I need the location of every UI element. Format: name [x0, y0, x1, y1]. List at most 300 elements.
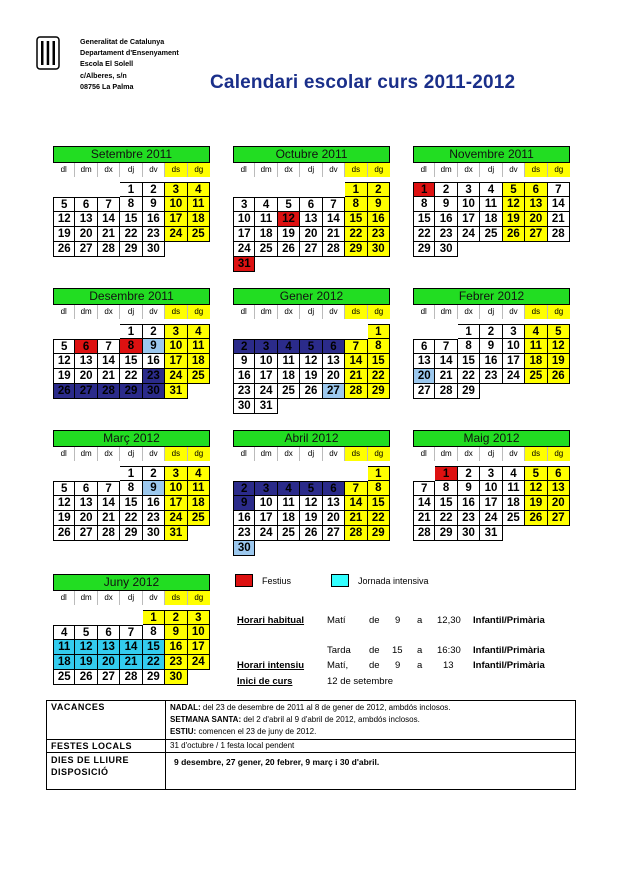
day-cell: 18 [255, 227, 277, 242]
day-cell: 11 [278, 496, 300, 511]
day-cell: 5 [75, 625, 97, 640]
day-cell: 31 [165, 384, 187, 399]
weekday-label: dj [300, 305, 322, 319]
day-grid [53, 466, 210, 541]
day-cell: 16 [368, 212, 390, 227]
day-cell: 13 [98, 640, 120, 655]
dies-value-text: 9 desembre, 27 gener, 20 febrer, 9 març i 30 d'abril. [174, 757, 380, 767]
legend-jornada: Jornada intensiva [358, 576, 429, 586]
weekday-label: dl [53, 591, 75, 605]
weekday-label: dj [120, 591, 142, 605]
mati-to: 12,30 [437, 615, 461, 626]
address-line: 08756 La Palma [80, 81, 134, 91]
month-title: Gener 2012 [233, 288, 390, 305]
day-cell: 2 [143, 324, 165, 339]
day-cell: 19 [548, 354, 570, 369]
mati-intensiu-label: Matí, [327, 660, 349, 671]
day-cell: 28 [98, 526, 120, 541]
day-cell: 15 [120, 354, 142, 369]
day-cell: 16 [143, 496, 165, 511]
empty-cell [53, 324, 75, 339]
day-cell: 29 [120, 526, 142, 541]
day-cell: 13 [323, 354, 345, 369]
estiu-value: comencen el 23 de juny de 2012. [198, 727, 317, 736]
day-cell: 23 [233, 384, 255, 399]
day-cell: 23 [143, 511, 165, 526]
day-cell: 26 [75, 670, 97, 685]
empty-cell [345, 466, 367, 481]
empty-cell [53, 466, 75, 481]
day-cell: 1 [120, 466, 142, 481]
month-title: Març 2012 [53, 430, 210, 447]
day-cell: 10 [480, 481, 502, 496]
day-cell: 11 [53, 640, 75, 655]
weekday-label: dl [413, 447, 435, 461]
day-cell: 15 [345, 212, 367, 227]
day-cell: 17 [255, 369, 277, 384]
empty-cell [345, 324, 367, 339]
day-cell: 28 [345, 526, 367, 541]
day-cell: 5 [278, 197, 300, 212]
day-cell: 4 [188, 182, 210, 197]
day-cell: 9 [165, 625, 187, 640]
day-cell: 25 [278, 384, 300, 399]
day-cell: 22 [435, 511, 457, 526]
day-cell: 2 [233, 481, 255, 496]
day-cell: 16 [480, 354, 502, 369]
day-cell: 7 [345, 339, 367, 354]
empty-cell [233, 324, 255, 339]
day-cell: 2 [143, 466, 165, 481]
day-cell: 29 [435, 526, 457, 541]
infantil-label [473, 615, 545, 626]
day-cell: 10 [458, 197, 480, 212]
month-calendar [53, 430, 210, 541]
a-label: a [417, 615, 423, 626]
setmana-key: SETMANA SANTA: [170, 715, 242, 724]
weekday-label: dx [458, 447, 480, 461]
day-cell: 3 [165, 182, 187, 197]
day-cell: 2 [233, 339, 255, 354]
month-title: Abril 2012 [233, 430, 390, 447]
day-cell: 3 [188, 610, 210, 625]
day-cell: 4 [278, 481, 300, 496]
empty-cell [53, 610, 75, 625]
weekday-label: dm [255, 447, 277, 461]
day-cell: 12 [53, 496, 75, 511]
infantil-label [473, 645, 545, 656]
day-cell: 14 [413, 496, 435, 511]
day-cell: 23 [165, 655, 187, 670]
infantil-label [473, 660, 545, 671]
dies-row [47, 753, 576, 790]
inici-curs-value: 12 de setembre [327, 676, 394, 687]
weekday-label: dj [480, 447, 502, 461]
weekday-label: ds [525, 305, 547, 319]
weekday-label: ds [165, 591, 187, 605]
weekday-label: ds [165, 447, 187, 461]
month-calendar [233, 146, 390, 272]
day-cell: 22 [458, 369, 480, 384]
day-cell: 12 [525, 481, 547, 496]
weekday-label: dm [75, 163, 97, 177]
day-cell: 3 [255, 339, 277, 354]
weekday-label: ds [525, 447, 547, 461]
day-cell: 25 [480, 227, 502, 242]
vacances-label: VACANCES [47, 701, 166, 740]
day-cell: 21 [345, 511, 367, 526]
day-cell: 19 [75, 655, 97, 670]
weekday-header [233, 447, 390, 461]
vacances-row [47, 701, 576, 740]
day-cell: 7 [120, 625, 142, 640]
day-cell: 26 [53, 384, 75, 399]
weekday-header [413, 447, 570, 461]
day-cell: 23 [480, 369, 502, 384]
weekday-label: dg [188, 447, 210, 461]
weekday-label: dv [143, 163, 165, 177]
day-cell: 11 [278, 354, 300, 369]
day-cell: 30 [368, 242, 390, 257]
month-calendar [233, 288, 390, 414]
day-cell: 26 [300, 526, 322, 541]
tarda-from: 15 [392, 645, 403, 656]
day-cell: 5 [53, 339, 75, 354]
inici-curs-label: Inici de curs [237, 676, 293, 687]
month-calendar [53, 574, 210, 685]
weekday-label: dx [458, 163, 480, 177]
day-cell: 11 [188, 481, 210, 496]
day-cell: 20 [75, 227, 97, 242]
day-cell: 5 [53, 197, 75, 212]
month-calendar [53, 288, 210, 399]
day-cell: 23 [458, 511, 480, 526]
day-cell: 9 [458, 481, 480, 496]
dies-label-line: DISPOSICIÓ [51, 767, 109, 777]
day-cell: 24 [165, 227, 187, 242]
day-cell: 17 [188, 640, 210, 655]
weekday-label: dm [255, 305, 277, 319]
day-cell: 17 [255, 511, 277, 526]
day-cell: 13 [75, 354, 97, 369]
day-cell: 14 [98, 354, 120, 369]
month-title: Setembre 2011 [53, 146, 210, 163]
weekday-label: dv [503, 447, 525, 461]
day-cell: 3 [165, 466, 187, 481]
weekday-label: dm [75, 447, 97, 461]
day-cell: 6 [525, 182, 547, 197]
day-cell: 15 [120, 496, 142, 511]
weekday-label: dl [413, 163, 435, 177]
empty-cell [98, 182, 120, 197]
day-grid [53, 610, 210, 685]
day-cell: 7 [323, 197, 345, 212]
day-cell: 28 [98, 242, 120, 257]
day-cell: 25 [53, 670, 75, 685]
day-cell: 24 [255, 526, 277, 541]
day-cell: 24 [503, 369, 525, 384]
empty-cell [278, 324, 300, 339]
weekday-label: dj [300, 447, 322, 461]
weekday-label: dj [120, 163, 142, 177]
weekday-header [53, 305, 210, 319]
day-cell: 18 [188, 354, 210, 369]
day-cell: 29 [458, 384, 480, 399]
day-cell: 1 [413, 182, 435, 197]
a-label: a [417, 645, 423, 656]
day-cell: 7 [345, 481, 367, 496]
day-cell: 17 [165, 354, 187, 369]
day-cell: 9 [435, 197, 457, 212]
festes-row [47, 740, 576, 753]
day-cell: 30 [143, 384, 165, 399]
dies-value [166, 753, 576, 790]
day-cell: 6 [75, 339, 97, 354]
day-cell: 23 [143, 369, 165, 384]
day-cell: 3 [503, 324, 525, 339]
a-label: a [417, 660, 423, 671]
day-cell: 2 [165, 610, 187, 625]
weekday-label: dl [53, 163, 75, 177]
day-cell: 16 [143, 212, 165, 227]
day-cell: 21 [120, 655, 142, 670]
day-cell: 6 [323, 481, 345, 496]
month-title: Octubre 2011 [233, 146, 390, 163]
day-cell: 25 [255, 242, 277, 257]
empty-cell [75, 182, 97, 197]
day-cell: 20 [300, 227, 322, 242]
day-cell: 19 [300, 511, 322, 526]
weekday-label: ds [165, 305, 187, 319]
festes-label: FESTES LOCALS [47, 740, 166, 753]
day-cell: 19 [503, 212, 525, 227]
day-cell: 1 [458, 324, 480, 339]
weekday-label: dj [480, 305, 502, 319]
empty-cell [323, 324, 345, 339]
day-grid [233, 466, 390, 556]
day-cell: 15 [368, 354, 390, 369]
day-cell: 5 [548, 324, 570, 339]
day-cell: 10 [165, 481, 187, 496]
day-cell: 9 [480, 339, 502, 354]
weekday-label: dv [323, 163, 345, 177]
de-label: de [369, 615, 380, 626]
day-cell: 5 [503, 182, 525, 197]
day-cell: 11 [188, 197, 210, 212]
day-cell: 27 [75, 384, 97, 399]
day-cell: 26 [548, 369, 570, 384]
month-calendar [413, 288, 570, 399]
weekday-label: dl [233, 305, 255, 319]
weekday-label: dm [435, 305, 457, 319]
month-title: Juny 2012 [53, 574, 210, 591]
day-cell: 26 [525, 511, 547, 526]
day-cell: 14 [345, 496, 367, 511]
day-cell: 1 [120, 324, 142, 339]
month-calendar [413, 430, 570, 541]
day-cell: 26 [278, 242, 300, 257]
day-grid [413, 182, 570, 257]
weekday-label: dl [233, 447, 255, 461]
address-line: c/Alberes, s/n [80, 70, 127, 80]
day-cell: 20 [75, 511, 97, 526]
day-cell: 19 [278, 227, 300, 242]
day-cell: 5 [300, 481, 322, 496]
info-table [46, 700, 576, 790]
day-cell: 14 [98, 212, 120, 227]
weekday-label: dj [300, 163, 322, 177]
day-cell: 13 [75, 212, 97, 227]
empty-cell [98, 466, 120, 481]
month-title: Maig 2012 [413, 430, 570, 447]
day-cell: 25 [278, 526, 300, 541]
generalitat-logo-icon [36, 36, 60, 70]
weekday-label: dv [323, 447, 345, 461]
weekday-label: dl [413, 305, 435, 319]
day-cell: 6 [548, 466, 570, 481]
weekday-label: dj [480, 163, 502, 177]
day-cell: 28 [120, 670, 142, 685]
weekday-label: dm [75, 305, 97, 319]
day-cell: 20 [525, 212, 547, 227]
day-cell: 8 [345, 197, 367, 212]
day-cell: 30 [143, 242, 165, 257]
empty-cell [98, 324, 120, 339]
day-cell: 29 [368, 384, 390, 399]
day-cell: 8 [120, 197, 142, 212]
day-cell: 23 [233, 526, 255, 541]
day-cell: 20 [75, 369, 97, 384]
day-cell: 26 [53, 242, 75, 257]
day-cell: 1 [368, 466, 390, 481]
address-line: Departament d'Ensenyament [80, 48, 179, 58]
day-cell: 8 [120, 339, 142, 354]
weekday-label: dg [548, 305, 570, 319]
day-cell: 23 [143, 227, 165, 242]
day-cell: 21 [323, 227, 345, 242]
page-title: Calendari escolar curs 2011-2012 [210, 72, 516, 93]
day-cell: 22 [120, 369, 142, 384]
day-cell: 12 [548, 339, 570, 354]
day-cell: 6 [98, 625, 120, 640]
day-cell: 12 [53, 212, 75, 227]
weekday-label: dg [188, 591, 210, 605]
festius-swatch [235, 574, 253, 587]
day-cell: 2 [368, 182, 390, 197]
intensiu-from: 9 [395, 660, 401, 671]
day-cell: 13 [413, 354, 435, 369]
weekday-label: dg [188, 305, 210, 319]
day-cell: 10 [255, 354, 277, 369]
day-cell: 22 [143, 655, 165, 670]
day-cell: 7 [548, 182, 570, 197]
day-cell: 31 [255, 399, 277, 414]
weekday-header [53, 447, 210, 461]
empty-cell [323, 182, 345, 197]
month-title: Novembre 2011 [413, 146, 570, 163]
day-cell: 27 [548, 511, 570, 526]
day-cell: 12 [53, 354, 75, 369]
day-cell: 27 [413, 384, 435, 399]
day-cell: 13 [525, 197, 547, 212]
weekday-label: dg [368, 447, 390, 461]
day-cell: 30 [143, 526, 165, 541]
day-cell: 25 [525, 369, 547, 384]
festes-value: 31 d'octubre / 1 festa local pendent [166, 740, 576, 753]
nadal-value: del 23 de desembre de 2011 al 8 de gener de 2012, ambdós inclosos. [202, 703, 451, 712]
day-cell: 11 [503, 481, 525, 496]
day-cell: 14 [435, 354, 457, 369]
day-cell: 4 [503, 466, 525, 481]
month-title: Desembre 2011 [53, 288, 210, 305]
day-cell: 8 [368, 339, 390, 354]
day-cell: 21 [98, 511, 120, 526]
nadal-line [170, 702, 571, 714]
day-cell: 3 [255, 481, 277, 496]
intensiu-to: 13 [443, 660, 454, 671]
day-cell: 1 [143, 610, 165, 625]
weekday-label: dx [278, 305, 300, 319]
address-line: Escola El Solell [80, 59, 134, 69]
day-cell: 31 [233, 257, 255, 272]
day-cell: 14 [120, 640, 142, 655]
day-cell: 3 [458, 182, 480, 197]
setmana-value: del 2 d'abril al 9 d'abril de 2012, ambdós inclosos. [243, 715, 420, 724]
day-cell: 27 [300, 242, 322, 257]
day-cell: 9 [233, 354, 255, 369]
weekday-label: dg [368, 305, 390, 319]
day-cell: 29 [345, 242, 367, 257]
weekday-label: ds [165, 163, 187, 177]
day-cell: 28 [413, 526, 435, 541]
empty-cell [255, 324, 277, 339]
weekday-label: dj [120, 447, 142, 461]
day-cell: 31 [165, 526, 187, 541]
day-cell: 18 [188, 212, 210, 227]
tarda-to: 16:30 [437, 645, 461, 656]
day-cell: 24 [165, 369, 187, 384]
day-cell: 24 [255, 384, 277, 399]
empty-cell [300, 182, 322, 197]
day-cell: 18 [278, 511, 300, 526]
weekday-label: dg [368, 163, 390, 177]
day-cell: 16 [435, 212, 457, 227]
empty-cell [413, 324, 435, 339]
weekday-label: dv [503, 163, 525, 177]
day-cell: 12 [503, 197, 525, 212]
day-cell: 24 [458, 227, 480, 242]
weekday-label: dv [143, 447, 165, 461]
day-cell: 21 [98, 227, 120, 242]
day-cell: 2 [458, 466, 480, 481]
day-cell: 1 [120, 182, 142, 197]
weekday-label: dx [278, 447, 300, 461]
day-cell: 8 [458, 339, 480, 354]
weekday-label: dm [435, 163, 457, 177]
weekday-header [53, 591, 210, 605]
day-cell: 27 [98, 670, 120, 685]
day-cell: 19 [53, 369, 75, 384]
mati-from: 9 [395, 615, 401, 626]
day-cell: 16 [165, 640, 187, 655]
day-cell: 4 [188, 466, 210, 481]
day-cell: 4 [480, 182, 502, 197]
month-calendar [413, 146, 570, 257]
day-grid [413, 324, 570, 399]
empty-cell [120, 610, 142, 625]
day-cell: 22 [368, 369, 390, 384]
setmana-santa-line [170, 714, 571, 726]
